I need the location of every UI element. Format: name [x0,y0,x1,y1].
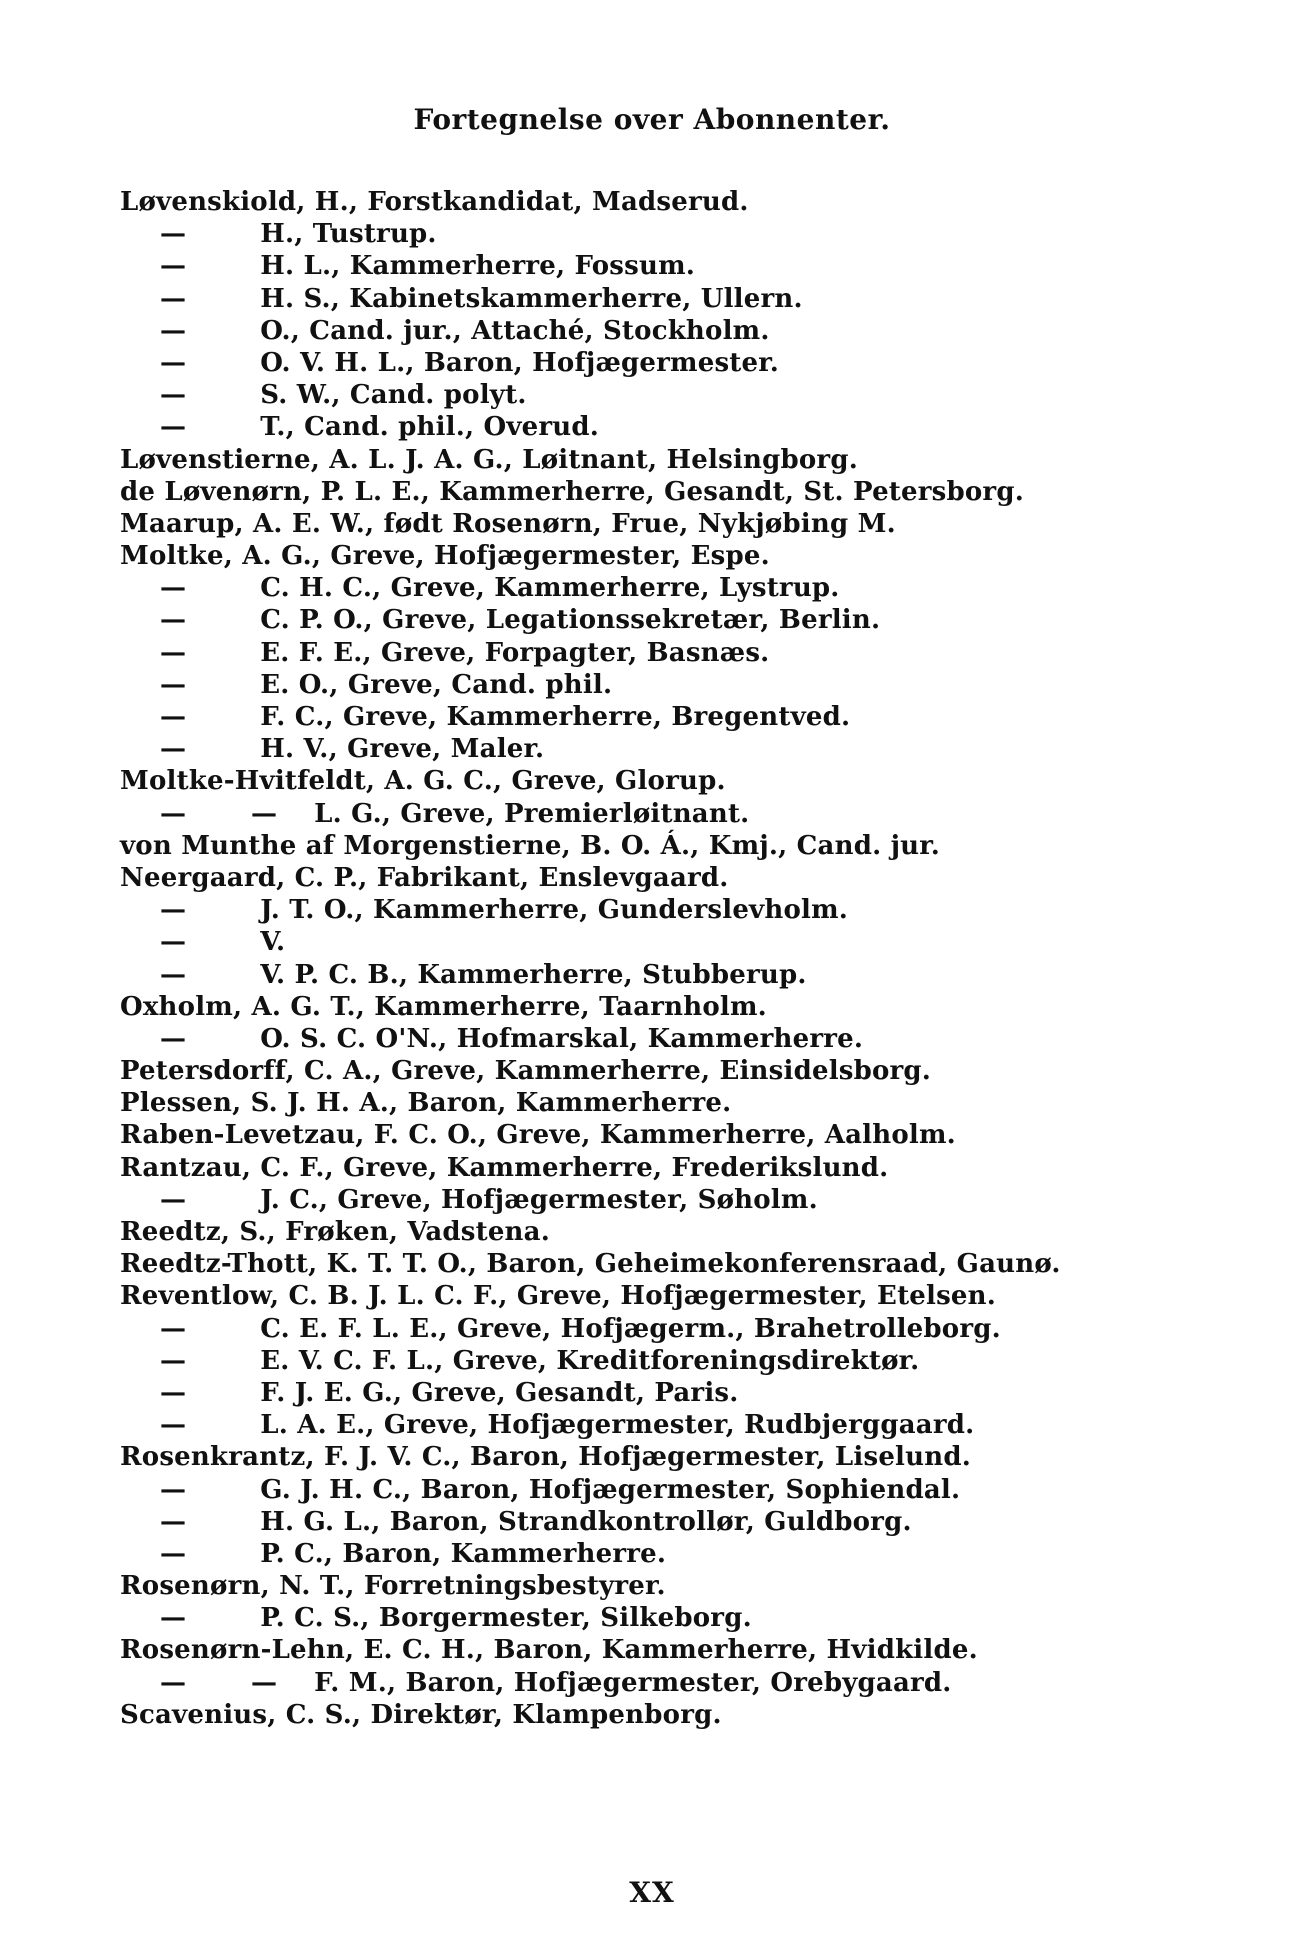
list-item: Moltke, A. G., Greve, Hofjægermester, Espe. [120,541,770,572]
page-number: XX [629,1876,675,1909]
list-item: — H. V., Greve, Maler. [160,734,545,765]
list-item: — H. S., Kabinetskammerherre, Ullern. [160,283,803,314]
list-item: Maarup, A. E. W., født Rosenørn, Frue, Nykjøbing M. [120,508,896,539]
list-item: Rosenkrantz, F. J. V. C., Baron, Hofjægermester, Liselund. [120,1442,971,1473]
list-item: — F. J. E. G., Greve, Gesandt, Paris. [160,1377,739,1408]
list-item: — T., Cand. phil., Overud. [160,412,600,443]
list-item: Reedtz-Thott, K. T. T. O., Baron, Geheimekonferensraad, Gaunø. [120,1249,1061,1280]
list-item: — C. P. O., Greve, Legationssekretær, Berlin. [160,605,881,636]
list-item: — H., Tustrup. [160,219,437,250]
list-item: de Løvenørn, P. L. E., Kammerherre, Gesandt, St. Petersborg. [120,476,1024,507]
list-item: — J. C., Greve, Hofjægermester, Søholm. [160,1184,818,1215]
list-item: — E. O., Greve, Cand. phil. [160,669,613,700]
list-item: Løvenstierne, A. L. J. A. G., Løitnant, Helsingborg. [120,444,858,475]
list-item: — L. A. E., Greve, Hofjægermester, Rudbjerggaard. [160,1410,975,1441]
page-title: Fortegnelse over Abonnenter. [413,103,891,136]
list-item: Raben-Levetzau, F. C. O., Greve, Kammerherre, Aalholm. [120,1120,956,1151]
list-item: — — F. M., Baron, Hofjægermester, Orebygaard. [160,1667,952,1698]
list-item: — S. W., Cand. polyt. [160,380,527,411]
list-item: Scavenius, C. S., Direktør, Klampenborg. [120,1699,722,1730]
list-item: Petersdorff, C. A., Greve, Kammerherre, Einsidelsborg. [120,1056,932,1087]
list-item: Rantzau, C. F., Greve, Kammerherre, Frederikslund. [120,1152,889,1183]
list-item: — C. H. C., Greve, Kammerherre, Lystrup. [160,573,840,604]
list-item: — C. E. F. L. E., Greve, Hofjægerm., Brahetrolleborg. [160,1313,1001,1344]
list-item: Rosenørn-Lehn, E. C. H., Baron, Kammerherre, Hvidkilde. [120,1635,978,1666]
list-item: — E. F. E., Greve, Forpagter, Basnæs. [160,637,770,668]
list-item: Rosenørn, N. T., Forretningsbestyrer. [120,1571,666,1602]
list-item: — O., Cand. jur., Attaché, Stockholm. [160,315,770,346]
list-item: von Munthe af Morgenstierne, B. O. Á., Kmj., Cand. jur. [120,830,941,861]
list-item: — J. T. O., Kammerherre, Gunderslevholm. [160,895,849,926]
list-item: — H. G. L., Baron, Strandkontrollør, Guldborg. [160,1506,912,1537]
list-item: — — L. G., Greve, Premierløitnant. [160,798,750,829]
list-item: — F. C., Greve, Kammerherre, Bregentved. [160,702,851,732]
list-item: — V. P. C. B., Kammerherre, Stubberup. [160,959,807,990]
list-item: Oxholm, A. G. T., Kammerherre, Taarnholm. [120,991,767,1022]
list-item: Neergaard, C. P., Fabrikant, Enslevgaard. [120,862,729,893]
list-item: — H. L., Kammerherre, Fossum. [160,251,696,282]
list-item: Reventlow, C. B. J. L. C. F., Greve, Hofjægermester, Etelsen. [120,1281,997,1312]
list-item: — G. J. H. C., Baron, Hofjægermester, Sophiendal. [160,1474,961,1505]
list-item: — E. V. C. F. L., Greve, Kreditforeningsdirektør. [160,1345,920,1376]
list-item: — O. V. H. L., Baron, Hofjægermester. [160,347,780,378]
list-item: — O. S. C. O'N., Hofmarskal, Kammerherre. [160,1023,864,1054]
list-item: Løvenskiold, H., Forstkandidat, Madserud. [120,187,749,217]
list-item: Plessen, S. J. H. A., Baron, Kammerherre. [120,1088,732,1119]
subscriber-list [120,186,1250,1731]
list-item: — P. C., Baron, Kammerherre. [160,1538,667,1569]
list-item: — P. C. S., Borgermester, Silkeborg. [160,1603,752,1634]
list-item: Moltke-Hvitfeldt, A. G. C., Greve, Glorup. [120,766,726,797]
list-item: Reedtz, S., Frøken, Vadstena. [120,1217,550,1247]
list-item: — V. [160,927,286,958]
